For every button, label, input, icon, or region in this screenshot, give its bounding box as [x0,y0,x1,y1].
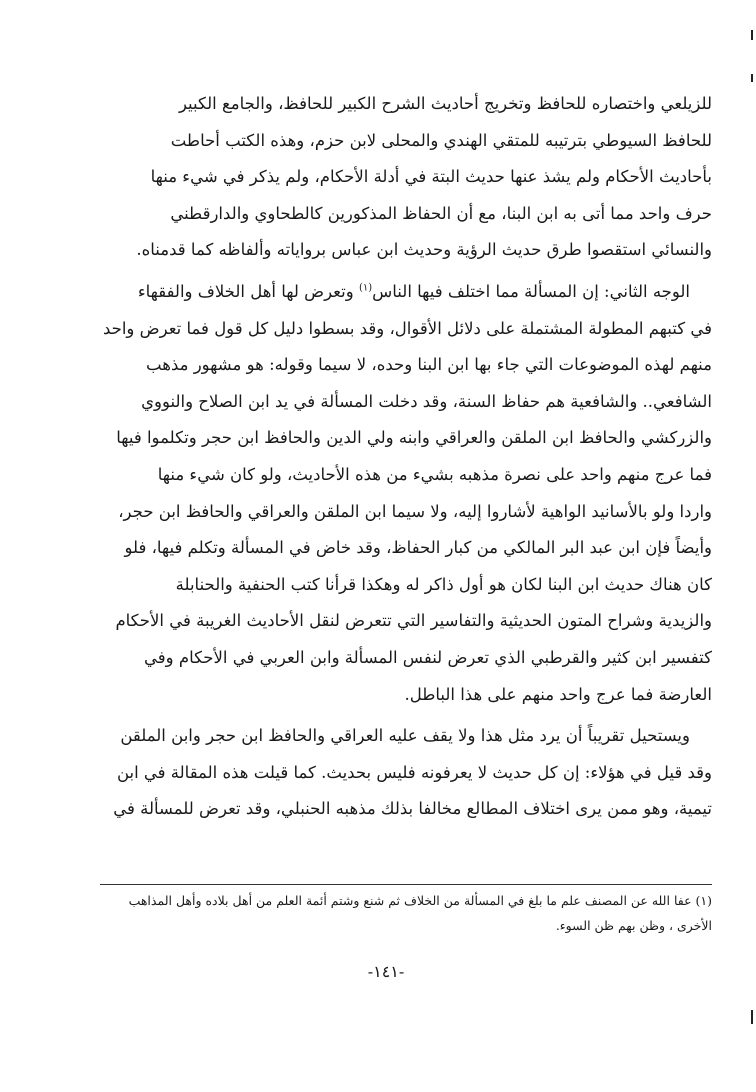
paragraph-line: وأيضاً فإن ابن عبد البر المالكي من كبار الحفاظ، وقد خاض في المسألة وتكلم فيها، فلو [124,538,712,558]
paragraph-line: واردا ولو بالأسانيد الواهية لأشاروا إليه، ولا سيما ابن الملقن والعراقي والحافظ ابن حجر، [118,501,712,521]
paragraph-line: للحافظ السيوطي بترتيبه للمتقي الهندي والمحلى لابن حزم، وهذه الكتب أحاطت [170,130,712,150]
paragraph-line: الشافعي.. والشافعية هم حفاظ السنة، وقد دخلت المسألة في يد ابن الصلاح والنووي [141,391,712,411]
paragraph-text: الوجه الثاني: إن المسألة مما اختلف فيها الناس [372,281,690,301]
paragraph-first-line [100,718,712,755]
footnote-line: الأخرى ، وظن بهم ظن السوء. [555,918,712,933]
footnote-divider [100,884,712,885]
paragraph-line: كتفسير ابن كثير والقرطبي الذي تعرض لنفس المسألة وابن العربي في الأحكام وفي [144,647,712,667]
footnote-marker[interactable]: (١) [358,282,373,294]
paragraph-line: والزيدية وشراح المتون الحديثية والتفاسير التي تتعرض لنقل الأحاديث الغريبة في الأحكام [115,611,712,631]
paragraph-line: تيمية، وهو ممن يرى اختلاف المطالع مخالفا بذلك مذهبه الحنبلي، وقد تعرض للمسألة في [113,799,712,819]
edge-mark [751,1010,753,1024]
paragraph-line: والزركشي والحافظ ابن الملقن والعراقي وابنه ولي الدين والحافظ ابن حجر وتكلموا فيها [116,428,712,448]
paragraph-text: ويستحيل تقريباً أن يرد مثل هذا ولا يقف عليه العراقي والحافظ ابن حجر وابن الملقن [120,726,690,746]
paragraph-line: بأحاديث الأحكام ولم يشذ عنها حديث البتة في أدلة الأحكام، ولم يذكر في شيء منها [150,167,712,187]
paragraph-text: وتعرض لها أهل الخلاف والفقهاء [137,281,359,301]
paragraph-line: منهم لهذه الموضوعات التي جاء بها ابن البنا وحده، لا سيما وقوله: هو مشهور مذهب [146,355,712,375]
edge-mark [751,74,753,82]
paragraph-line: فما عرج منهم واحد على نصرة مذهبه بشيء من هذه الأحاديث، ولو كان شيء منها [157,464,712,484]
page-number: -١٤١- [367,962,405,981]
paragraph-line: وقد قيل في هؤلاء: إن كل حديث لا يعرفونه فليس بحديث. كما قيلت هذه المقالة في ابن [116,762,712,782]
paragraph-line: حرف واحد مما أتى به ابن البنا، مع أن الحفاظ المذكورين كالطحاوي والدارقطني [170,203,712,223]
paragraph-line: كان هناك حديث ابن البنا لكان هو أول ذاكر له وهكذا قرأنا كتب الحنفية والحنابلة [175,574,712,594]
paragraph-line: للزيلعي واختصاره للحافظ وتخريج أحاديث الشرح الكبير للحافظ، والجامع الكبير [178,94,712,113]
paragraph-line: في كتبهم المطولة المشتملة على دلائل الأقوال، وقد بسطوا دليل كل قول فما تعرض واحد [102,318,712,338]
edge-mark [751,30,753,40]
footnote [100,888,712,938]
body-text [100,86,712,828]
paragraph-line: العارضة فما عرج واحد منهم على هذا الباطل. [404,684,712,704]
paragraph-line: والنسائي استقصوا طرق حديث الرؤية وحديث ابن عباس برواياته وألفاظه كما قدمناه. [136,240,712,260]
paragraph-first-line [100,274,712,311]
footnote-line: (١) عفا الله عن المصنف علم ما بلغ في المسألة من الخلاف ثم شنع وشتم أئمة العلم من أهل بلاده وأهل المذاهب [128,893,712,908]
